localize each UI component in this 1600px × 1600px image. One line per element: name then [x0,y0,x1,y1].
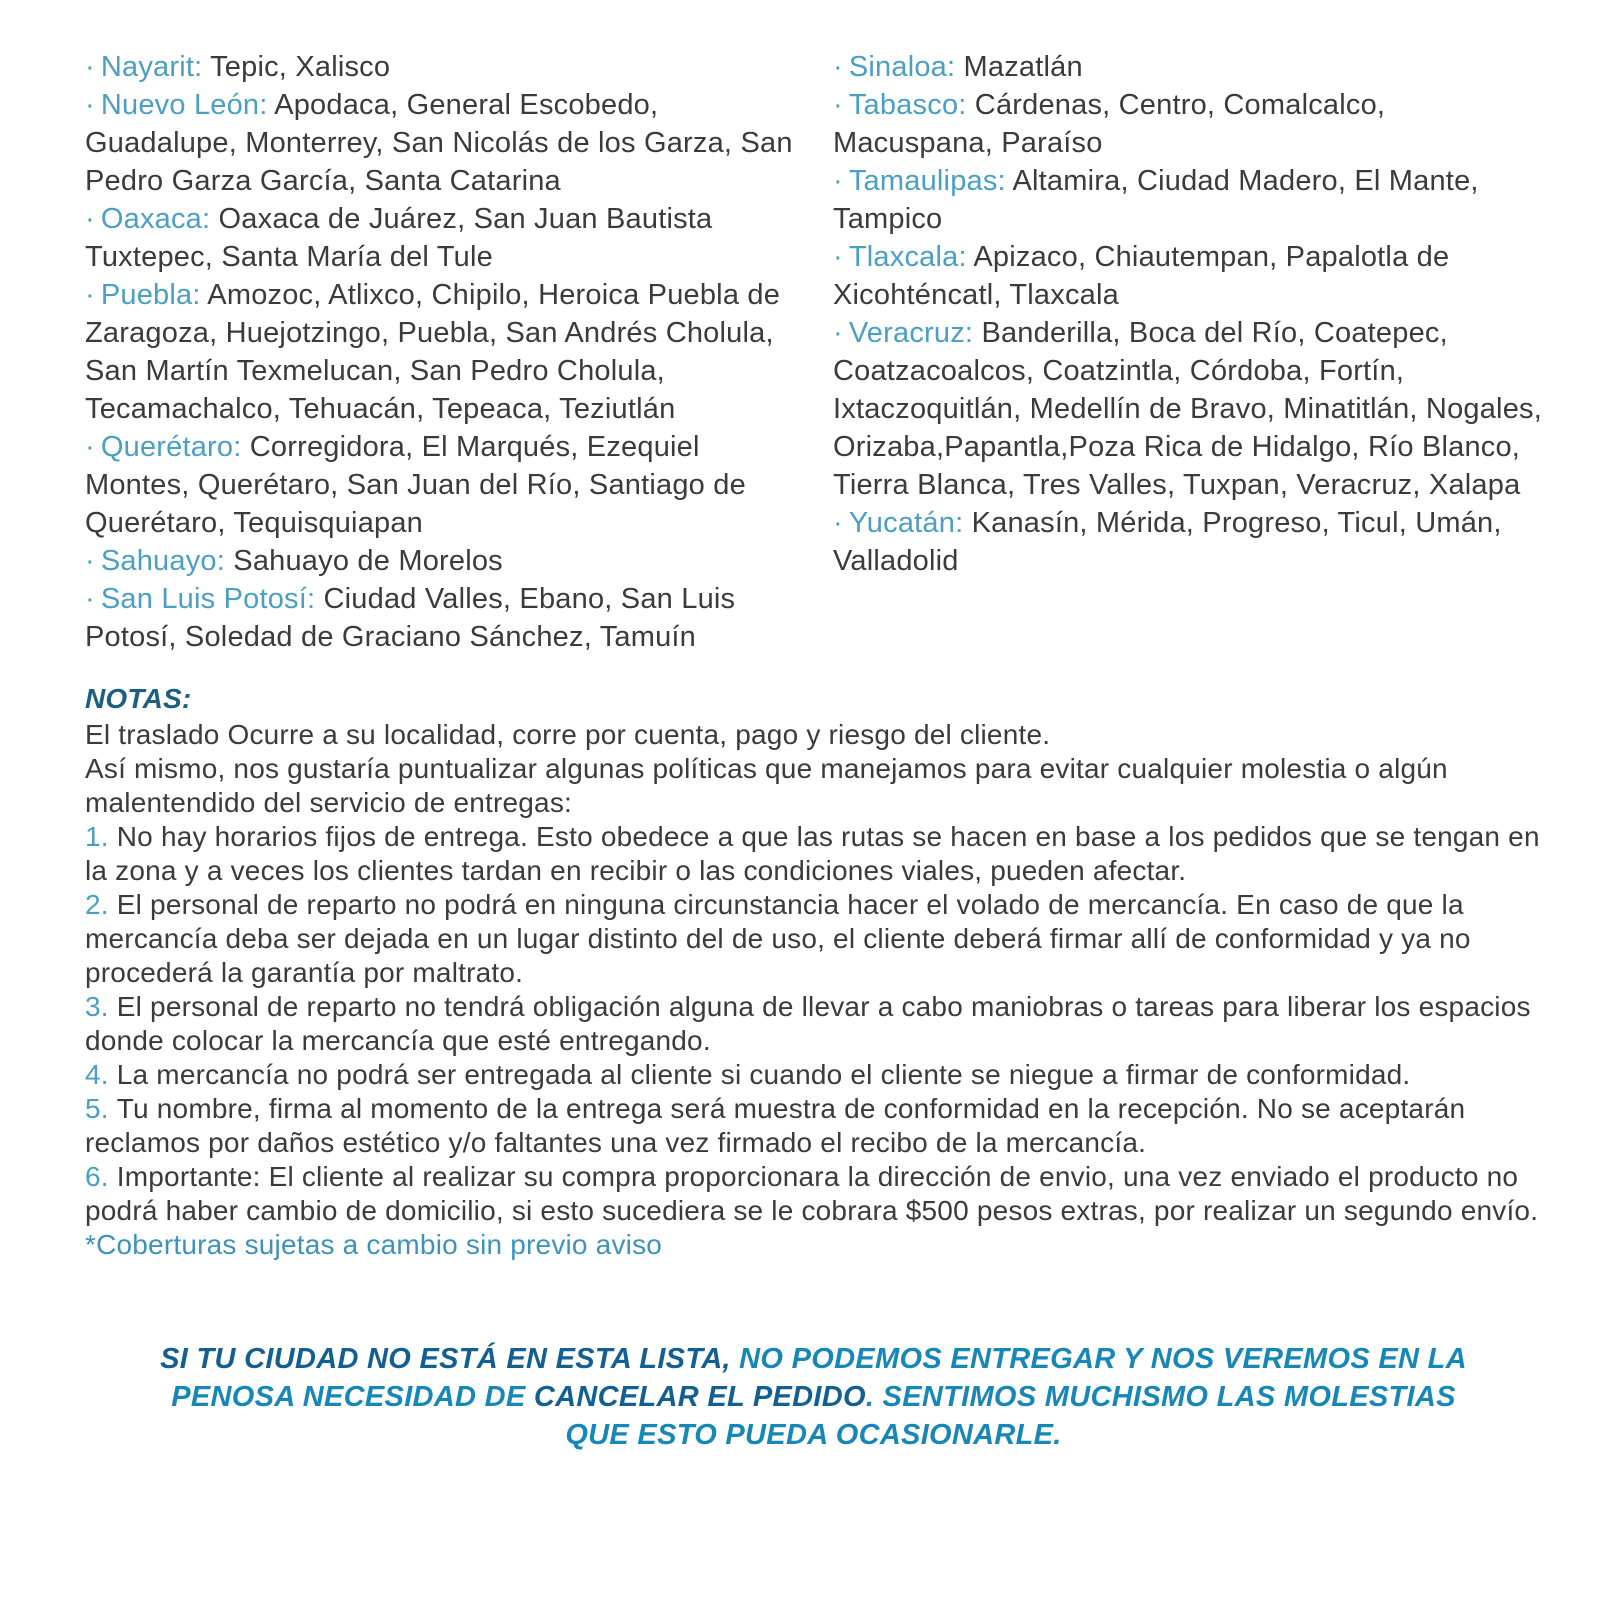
coverage-entry-sinaloa [833,48,1542,86]
note-item-2 [85,888,1542,990]
coverage-entry-sahuayo [85,542,811,580]
bullet-dot: · [85,583,95,615]
bullet-dot: · [85,279,95,311]
notes-intro-line-2: Así mismo, nos gustaría puntualizar algunas políticas que manejamos para evitar cualquier molestia o algún malentendido del servicio de entregas: [85,753,1448,818]
city-list: Oaxaca de Juárez, San Juan Bautista Tuxtepec, Santa María del Tule [85,203,713,273]
banner-segment-1: SI TU CIUDAD NO ESTÁ EN ESTA LISTA, [160,1343,740,1375]
note-item-1 [85,820,1542,888]
banner-segment-2: NO PODEMOS ENTREGAR Y NOS VEREMOS EN LA PENOSA NECESIDAD DE [171,1343,1467,1413]
bullet-dot: · [833,317,843,349]
bullet-dot: · [85,89,95,121]
bullet-dot: · [85,431,95,463]
banner-segment-4: . SENTIMOS MUCHISMO LAS MOLESTIAS QUE ESTO PUEDA OCASIONARLE. [565,1381,1456,1451]
coverage-entry-puebla [85,276,811,428]
coverage-entry-tlaxcala [833,238,1542,314]
coverage-entry-yucatan [833,504,1542,580]
city-list: Tepic, Xalisco [210,51,391,83]
city-list: Banderilla, Boca del Río, Coatepec, Coatzacoalcos, Coatzintla, Córdoba, Fortín, Ixtaczoquitlán, Medellín de Bravo, Minatitlán, Nogales, Orizaba,Papantla,Poza Rica de Hidalgo, Río Blanco, Tierra Blanca, Tres Valles, Tuxpan, Veracruz, Xalapa [833,317,1542,501]
coverage-entry-oaxaca [85,200,811,276]
note-text: Tu nombre, firma al momento de la entrega será muestra de conformidad en la recepción. No se aceptarán reclamos por daños estético y/o faltantes una vez firmado el recibo de la mercancía. [85,1093,1466,1158]
state-label: Sahuayo: [100,545,226,577]
state-label: Querétaro: [100,431,242,463]
state-label: Veracruz: [848,317,974,349]
note-text: La mercancía no podrá ser entregada al cliente si cuando el cliente se niegue a firmar de conformidad. [116,1059,1411,1090]
bullet-dot: · [85,545,95,577]
state-label: Nayarit: [100,51,203,83]
city-list: Apodaca, General Escobedo, Guadalupe, Monterrey, San Nicolás de los Garza, San Pedro Garza García, Santa Catarina [85,89,793,197]
coverage-entry-nuevo-leon [85,86,811,200]
note-text: El personal de reparto no podrá en ninguna circunstancia hacer el volado de mercancía. En caso de que la mercancía deba ser dejada en un lugar distinto del de uso, el cliente deberá firmar allí de conformidad y ya no procederá la garantía por maltrato. [85,889,1471,988]
city-list: Mazatlán [963,51,1083,83]
note-number: 3. [85,991,109,1022]
state-label: San Luis Potosí: [100,583,316,615]
note-item-3 [85,990,1542,1058]
note-number: 4. [85,1059,109,1090]
note-text: No hay horarios fijos de entrega. Esto obedece a que las rutas se hacen en base a los pedidos que se tengan en la zona y a veces los clientes tardan en recibir o las condiciones viales, pueden afectar. [85,821,1540,886]
note-number: 1. [85,821,109,852]
city-list: Kanasín, Mérida, Progreso, Ticul, Umán, Valladolid [833,507,1502,577]
state-label: Nuevo León: [100,89,268,121]
notes-section [85,682,1542,1262]
bullet-dot: · [833,241,843,273]
coverage-entry-nayarit [85,48,811,86]
note-number: 5. [85,1093,109,1124]
note-text: Importante: El cliente al realizar su compra proporcionara la dirección de envio, una vez enviado el producto no podrá haber cambio de domicilio, si esto sucediera se le cobrara $500 pesos extras, por realizar un segundo envío. [85,1161,1539,1226]
bullet-dot: · [85,51,95,83]
bullet-dot: · [833,89,843,121]
coverage-column-left [85,48,811,656]
bullet-dot: · [833,51,843,83]
city-list: Apizaco, Chiautempan, Papalotla de Xicohténcatl, Tlaxcala [833,241,1450,311]
note-text: El personal de reparto no tendrá obligación alguna de llevar a cabo maniobras o tareas para liberar los espacios donde colocar la mercancía que esté entregando. [85,991,1531,1056]
state-label: Oaxaca: [100,203,211,235]
cancellation-warning-banner [85,1340,1542,1454]
city-list: Corregidora, El Marqués, Ezequiel Montes, Querétaro, San Juan del Río, Santiago de Querétaro, Tequisquiapan [85,431,746,539]
coverage-column-right [833,48,1542,580]
city-list: Cárdenas, Centro, Comalcalco, Macuspana, Paraíso [833,89,1386,159]
coverage-entry-tamaulipas [833,162,1542,238]
state-label: Puebla: [100,279,201,311]
note-item-6 [85,1160,1542,1228]
bullet-dot: · [833,165,843,197]
note-number: 6. [85,1161,109,1192]
state-label: Tamaulipas: [848,165,1006,197]
notes-heading: NOTAS: [85,683,192,714]
city-list: Sahuayo de Morelos [233,545,503,577]
bullet-dot: · [85,203,95,235]
notes-intro-line-1: El traslado Ocurre a su localidad, corre por cuenta, pago y riesgo del cliente. [85,719,1051,750]
city-list: Amozoc, Atlixco, Chipilo, Heroica Puebla de Zaragoza, Huejotzingo, Puebla, San Andrés Cholula, San Martín Texmelucan, San Pedro Cholula, Tecamachalco, Tehuacán, Tepeaca, Teziutlán [85,279,781,425]
city-list: Altamira, Ciudad Madero, El Mante, Tampico [833,165,1479,235]
city-list: Ciudad Valles, Ebano, San Luis Potosí, Soledad de Graciano Sánchez, Tamuín [85,583,736,653]
coverage-entry-queretaro [85,428,811,542]
coverage-entry-san-luis-potosi [85,580,811,656]
note-item-5 [85,1092,1542,1160]
bullet-dot: · [833,507,843,539]
banner-segment-3: CANCELAR EL PEDIDO [533,1381,866,1413]
state-label: Tlaxcala: [848,241,967,273]
note-item-4 [85,1058,1542,1092]
state-label: Sinaloa: [848,51,956,83]
note-number: 2. [85,889,109,920]
state-label: Tabasco: [848,89,967,121]
coverage-entry-veracruz [833,314,1542,504]
coverage-disclaimer-footnote: *Coberturas sujetas a cambio sin previo aviso [85,1229,663,1260]
coverage-entry-tabasco [833,86,1542,162]
coverage-columns [85,48,1542,656]
state-label: Yucatán: [848,507,964,539]
